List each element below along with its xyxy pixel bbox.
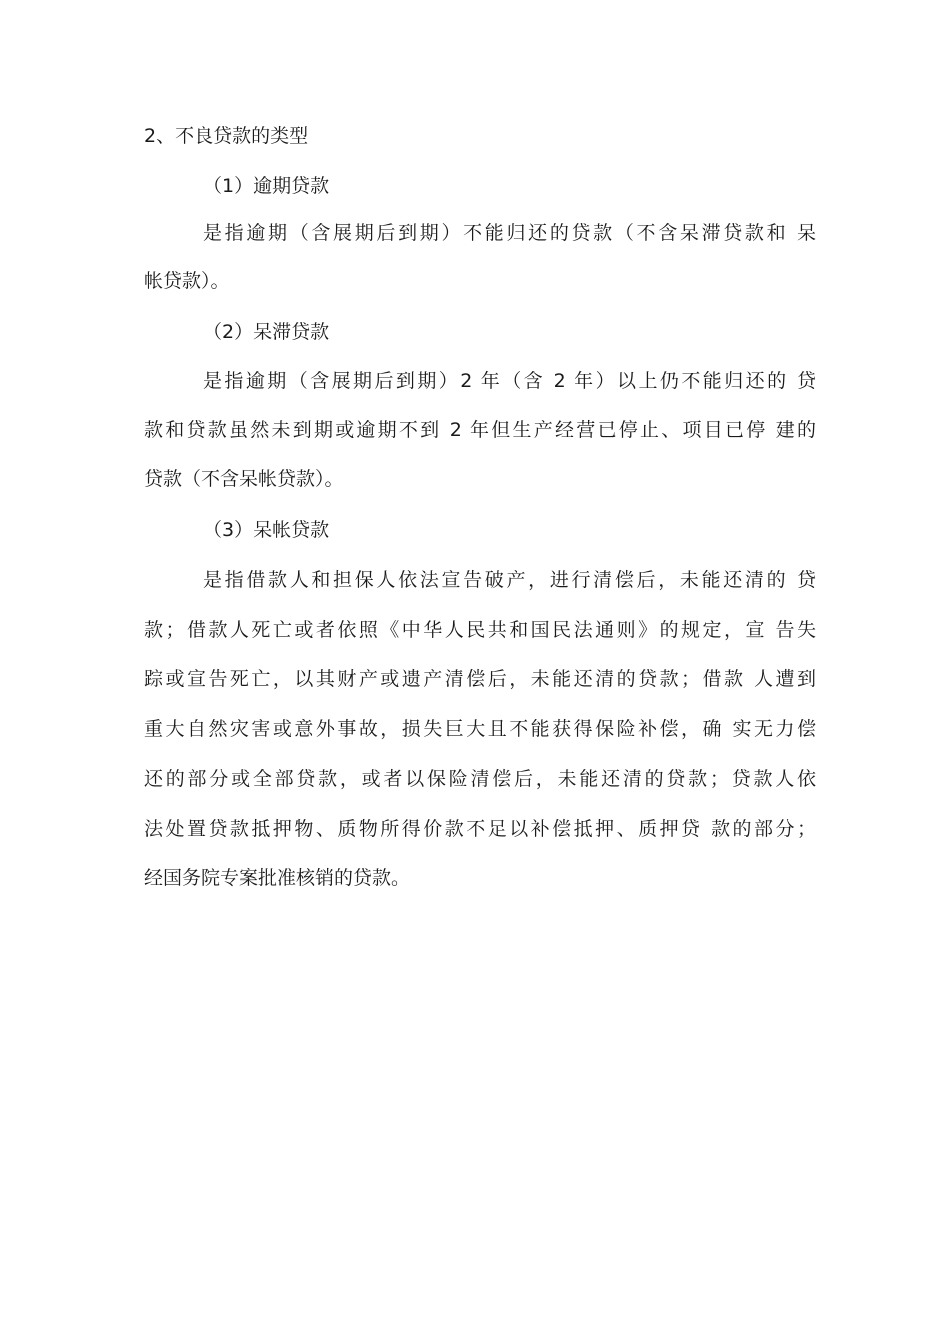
paragraph-line: 是指逾期（含展期后到期）不能归还的贷款（不含呆滞贷款和 呆 — [203, 222, 816, 244]
paragraph-line: 是指逾期（含展期后到期）2 年（含 2 年）以上仍不能归还的 贷 — [203, 370, 816, 392]
subsection-title: （2）呆滞贷款 — [203, 321, 330, 343]
paragraph-line: 还的部分或全部贷款，或者以保险清偿后，未能还清的贷款；贷款人依 — [144, 768, 816, 790]
subsection-title: （1）逾期贷款 — [203, 175, 330, 197]
paragraph-line: 贷款（不含呆帐贷款）。 — [144, 468, 344, 490]
paragraph-line: 经国务院专案批准核销的贷款。 — [144, 867, 411, 889]
subsection-title: （3）呆帐贷款 — [203, 519, 330, 541]
section-heading: 2、不良贷款的类型 — [144, 125, 309, 147]
paragraph-line: 款；借款人死亡或者依照《中华人民共和国民法通则》的规定，宣 告失 — [144, 619, 816, 641]
paragraph-line: 款和贷款虽然未到期或逾期不到 2 年但生产经营已停止、项目已停 建的 — [144, 419, 816, 441]
paragraph-line: 帐贷款）。 — [144, 270, 230, 292]
paragraph-line: 重大自然灾害或意外事故，损失巨大且不能获得保险补偿，确 实无力偿 — [144, 718, 816, 740]
paragraph-line: 是指借款人和担保人依法宣告破产，进行清偿后，未能还清的 贷 — [203, 569, 816, 591]
paragraph-line: 法处置贷款抵押物、质物所得价款不足以补偿抵押、质押贷 款的部分； — [144, 818, 816, 840]
paragraph-line: 踪或宣告死亡，以其财产或遗产清偿后，未能还清的贷款；借款 人遭到 — [144, 668, 816, 690]
